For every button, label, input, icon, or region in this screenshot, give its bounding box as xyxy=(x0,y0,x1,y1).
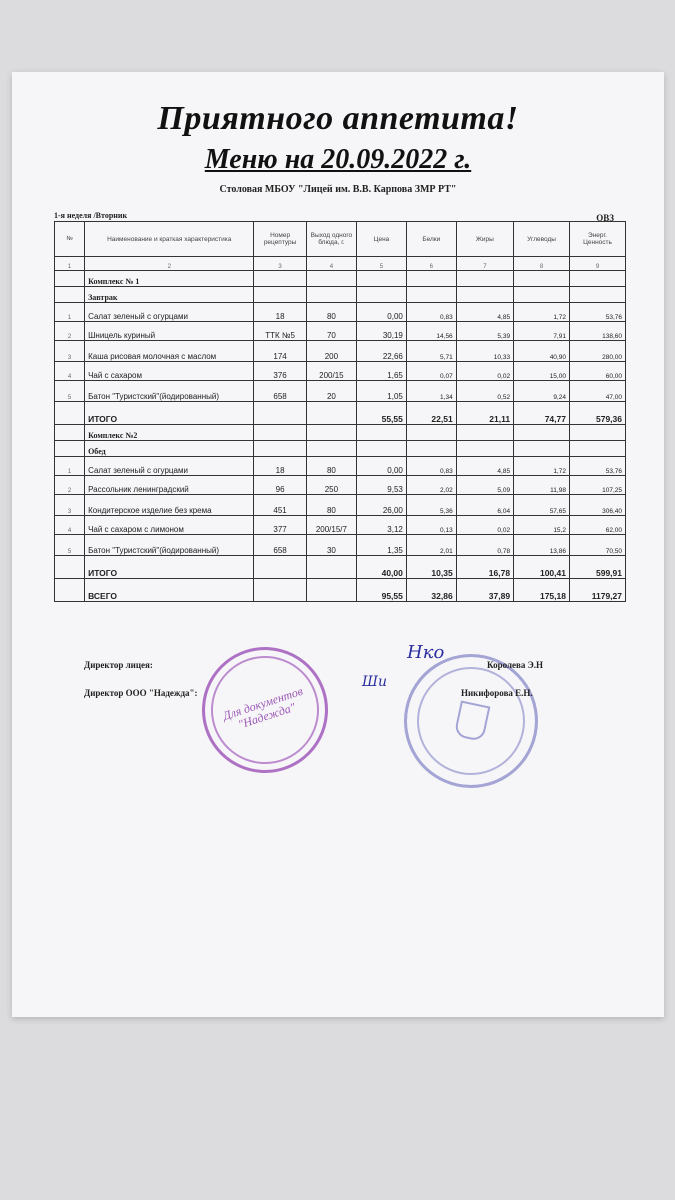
col-number: 9 xyxy=(569,257,625,271)
item-carbs: 7,91 xyxy=(514,322,570,341)
item-price: 3,12 xyxy=(357,516,407,535)
total-price: 55,55 xyxy=(357,402,407,425)
menu-sheet xyxy=(12,72,664,1017)
item-energy: 70,50 xyxy=(569,535,625,556)
section-row xyxy=(55,271,626,287)
item-energy: 280,00 xyxy=(569,341,625,362)
grand-total-label: ВСЕГО xyxy=(85,579,254,602)
item-name: Шницель куриный xyxy=(85,322,254,341)
item-energy: 107,25 xyxy=(569,476,625,495)
signature-1: Нко xyxy=(407,642,445,663)
item-carbs: 11,98 xyxy=(514,476,570,495)
col-fat-header: Жиры xyxy=(456,222,513,257)
item-output: 250 xyxy=(306,476,356,495)
item-price: 1,65 xyxy=(357,362,407,381)
item-price: 22,66 xyxy=(357,341,407,362)
item-recipe: 18 xyxy=(254,303,306,322)
item-protein: 5,36 xyxy=(406,495,456,516)
item-name: Кондитерское изделие без крема xyxy=(85,495,254,516)
item-protein: 1,34 xyxy=(406,381,456,402)
week-day-label: 1-я неделя /Вторник xyxy=(54,211,128,220)
item-name: Батон "Туристский"(йодированный) xyxy=(85,535,254,556)
total-protein: 10,35 xyxy=(406,556,456,579)
ovz-label: ОВЗ xyxy=(596,213,614,223)
item-recipe: 658 xyxy=(254,535,306,556)
item-protein: 0,13 xyxy=(406,516,456,535)
section-row xyxy=(55,287,626,303)
item-fat: 0,78 xyxy=(456,535,513,556)
table-row xyxy=(55,381,626,402)
total-energy: 579,36 xyxy=(569,402,625,425)
table-row xyxy=(55,362,626,381)
grand-total-carbs: 175,18 xyxy=(514,579,570,602)
item-output: 80 xyxy=(306,495,356,516)
item-number: 3 xyxy=(55,341,85,362)
item-price: 30,19 xyxy=(357,322,407,341)
table-row xyxy=(55,476,626,495)
item-recipe: ТТК №5 xyxy=(254,322,306,341)
total-fat: 21,11 xyxy=(456,402,513,425)
signature-2: Ши xyxy=(362,674,387,690)
item-number: 2 xyxy=(55,476,85,495)
item-name: Салат зеленый с огурцами xyxy=(85,303,254,322)
stamp-text: Для документов "Надежда" xyxy=(221,683,305,732)
item-recipe: 377 xyxy=(254,516,306,535)
column-number-row xyxy=(55,257,626,271)
col-number: 6 xyxy=(406,257,456,271)
item-number: 5 xyxy=(55,535,85,556)
item-fat: 5,39 xyxy=(456,322,513,341)
item-recipe: 18 xyxy=(254,457,306,476)
item-output: 20 xyxy=(306,381,356,402)
item-name: Батон "Туристский"(йодированный) xyxy=(85,381,254,402)
table-row xyxy=(55,495,626,516)
table-row xyxy=(55,535,626,556)
menu-table xyxy=(54,221,626,602)
page-title: Приятного аппетита! xyxy=(157,100,519,137)
col-number: 8 xyxy=(514,257,570,271)
director-llc-label: Директор ООО "Надежда": xyxy=(84,688,198,698)
item-price: 0,00 xyxy=(357,457,407,476)
table-header-row xyxy=(55,222,626,257)
col-name-header: Наименование и краткая характеристика xyxy=(85,222,254,257)
total-energy: 599,91 xyxy=(569,556,625,579)
col-energy-header: Энерг. Ценность xyxy=(569,222,625,257)
item-carbs: 1,72 xyxy=(514,457,570,476)
meal-title: Завтрак xyxy=(85,287,254,303)
item-energy: 138,60 xyxy=(569,322,625,341)
item-energy: 62,00 xyxy=(569,516,625,535)
col-number: 2 xyxy=(85,257,254,271)
item-number: 2 xyxy=(55,322,85,341)
item-protein: 0,07 xyxy=(406,362,456,381)
item-price: 0,00 xyxy=(357,303,407,322)
col-number: 7 xyxy=(456,257,513,271)
col-carbs-header: Углеводы xyxy=(514,222,570,257)
item-protein: 2,02 xyxy=(406,476,456,495)
item-fat: 5,09 xyxy=(456,476,513,495)
item-name: Каша рисовая молочная с маслом xyxy=(85,341,254,362)
table-row xyxy=(55,457,626,476)
item-number: 4 xyxy=(55,362,85,381)
item-carbs: 9,24 xyxy=(514,381,570,402)
total-protein: 22,51 xyxy=(406,402,456,425)
item-carbs: 1,72 xyxy=(514,303,570,322)
table-row xyxy=(55,516,626,535)
item-name: Салат зеленый с огурцами xyxy=(85,457,254,476)
item-protein: 0,83 xyxy=(406,457,456,476)
item-energy: 53,76 xyxy=(569,457,625,476)
item-energy: 306,40 xyxy=(569,495,625,516)
complex-title: Комплекс №2 xyxy=(85,425,254,441)
item-carbs: 40,90 xyxy=(514,341,570,362)
item-number: 3 xyxy=(55,495,85,516)
item-carbs: 13,86 xyxy=(514,535,570,556)
total-row xyxy=(55,556,626,579)
signatory-name-2: Никифорова Е.Н. xyxy=(461,688,533,698)
llc-stamp xyxy=(186,631,345,790)
item-name: Чай с сахаром xyxy=(85,362,254,381)
item-fat: 4,85 xyxy=(456,303,513,322)
item-protein: 5,71 xyxy=(406,341,456,362)
col-number: 3 xyxy=(254,257,306,271)
item-number: 5 xyxy=(55,381,85,402)
item-energy: 60,00 xyxy=(569,362,625,381)
item-number: 4 xyxy=(55,516,85,535)
item-recipe: 658 xyxy=(254,381,306,402)
table-row xyxy=(55,341,626,362)
emblem-icon xyxy=(454,700,491,741)
total-carbs: 74,77 xyxy=(514,402,570,425)
section-row xyxy=(55,425,626,441)
director-lyceum-label: Директор лицея: xyxy=(84,660,153,670)
grand-total-protein: 32,86 xyxy=(406,579,456,602)
item-output: 70 xyxy=(306,322,356,341)
item-fat: 10,33 xyxy=(456,341,513,362)
item-output: 200 xyxy=(306,341,356,362)
item-energy: 53,76 xyxy=(569,303,625,322)
item-name: Чай с сахаром с лимоном xyxy=(85,516,254,535)
item-output: 200/15/7 xyxy=(306,516,356,535)
item-number: 1 xyxy=(55,457,85,476)
meal-title: Обед xyxy=(85,441,254,457)
col-protein-header: Белки xyxy=(406,222,456,257)
organization-name: Столовая МБОУ "Лицей им. В.В. Карпова ЗМР РТ" xyxy=(219,184,457,195)
total-price: 40,00 xyxy=(357,556,407,579)
item-price: 26,00 xyxy=(357,495,407,516)
item-recipe: 96 xyxy=(254,476,306,495)
menu-date-title: Меню на 20.09.2022 г. xyxy=(204,144,472,175)
item-recipe: 451 xyxy=(254,495,306,516)
item-protein: 2,01 xyxy=(406,535,456,556)
item-energy: 47,00 xyxy=(569,381,625,402)
grand-total-fat: 37,89 xyxy=(456,579,513,602)
col-number: 4 xyxy=(306,257,356,271)
col-num-header: № xyxy=(55,222,85,257)
item-protein: 14,56 xyxy=(406,322,456,341)
grand-total-price: 95,55 xyxy=(357,579,407,602)
total-row xyxy=(55,402,626,425)
item-name: Рассольник ленинградский xyxy=(85,476,254,495)
item-price: 1,05 xyxy=(357,381,407,402)
table-row xyxy=(55,322,626,341)
item-carbs: 15,00 xyxy=(514,362,570,381)
table-row xyxy=(55,303,626,322)
item-protein: 0,83 xyxy=(406,303,456,322)
item-fat: 6,04 xyxy=(456,495,513,516)
col-output-header: Выход одного блюда, г. xyxy=(306,222,356,257)
item-output: 200/15 xyxy=(306,362,356,381)
total-label: ИТОГО xyxy=(85,402,254,425)
total-fat: 16,78 xyxy=(456,556,513,579)
item-recipe: 174 xyxy=(254,341,306,362)
col-price-header: Цена xyxy=(357,222,407,257)
section-row xyxy=(55,441,626,457)
item-output: 30 xyxy=(306,535,356,556)
col-number: 5 xyxy=(357,257,407,271)
complex-title: Комплекс № 1 xyxy=(85,271,254,287)
item-fat: 0,02 xyxy=(456,362,513,381)
item-output: 80 xyxy=(306,303,356,322)
grand-total-row xyxy=(55,579,626,602)
item-output: 80 xyxy=(306,457,356,476)
item-recipe: 376 xyxy=(254,362,306,381)
col-recipe-header: Номер рецептуры xyxy=(254,222,306,257)
item-fat: 4,85 xyxy=(456,457,513,476)
signatory-name-1: Королева Э.Н xyxy=(487,660,543,670)
col-number: 1 xyxy=(55,257,85,271)
total-label: ИТОГО xyxy=(85,556,254,579)
item-number: 1 xyxy=(55,303,85,322)
item-price: 1,35 xyxy=(357,535,407,556)
item-carbs: 57,65 xyxy=(514,495,570,516)
item-price: 9,53 xyxy=(357,476,407,495)
item-carbs: 15,2 xyxy=(514,516,570,535)
total-carbs: 100,41 xyxy=(514,556,570,579)
item-fat: 0,52 xyxy=(456,381,513,402)
item-fat: 0,02 xyxy=(456,516,513,535)
grand-total-energy: 1179,27 xyxy=(569,579,625,602)
